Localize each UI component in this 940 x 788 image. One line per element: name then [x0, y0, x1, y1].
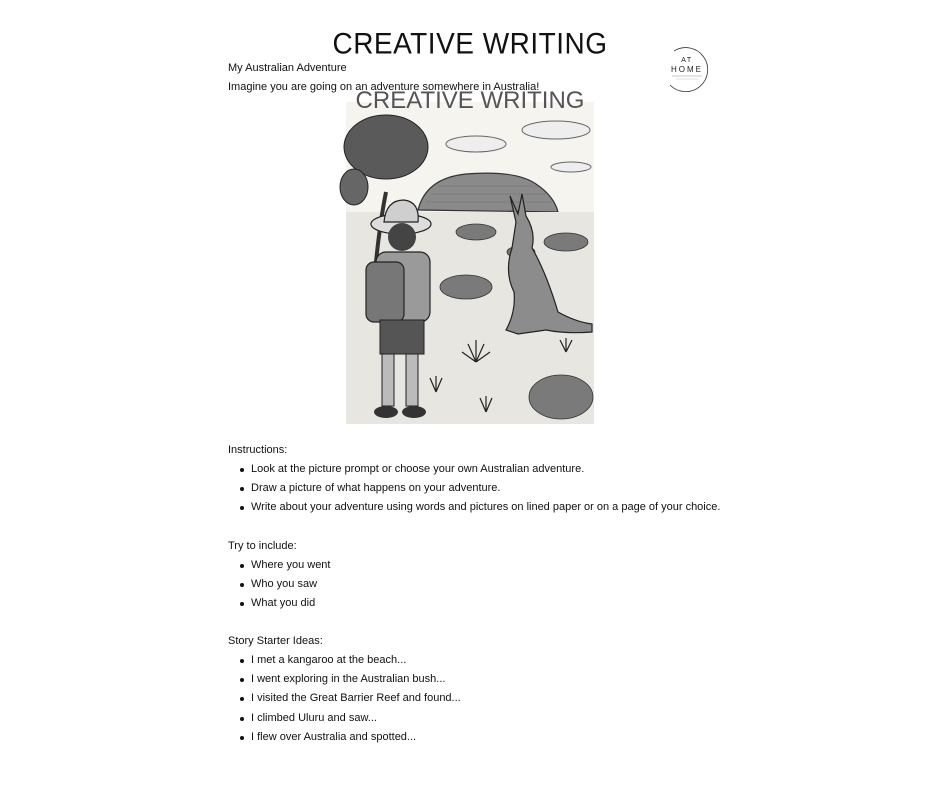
- page-title: CREATIVE WRITING: [332, 27, 608, 60]
- try-to-include-list: [228, 559, 330, 617]
- logo-text-home: HOME: [671, 65, 703, 74]
- try-to-include-heading: Try to include:: [228, 540, 297, 552]
- logo-text-at: AT: [681, 57, 693, 64]
- worksheet-intro: Imagine you are going on an adventure somewhere in Australia!: [228, 81, 540, 93]
- list-item: Look at the picture prompt or choose your own Australian adventure.: [251, 463, 720, 482]
- story-starters-list: [228, 654, 461, 750]
- instructions-section: [228, 444, 720, 521]
- illustration-header-fragment: CREATIVE WRITING: [355, 87, 585, 114]
- outback-kangaroo-illustration: [346, 87, 594, 424]
- list-item: Draw a picture of what happens on your adventure.: [251, 482, 720, 501]
- list-item: I climbed Uluru and saw...: [251, 712, 461, 731]
- try-to-include-section: [228, 540, 330, 617]
- list-item: I visited the Great Barrier Reef and found...: [251, 692, 461, 711]
- at-home-logo: [662, 45, 712, 95]
- list-item: Who you saw: [251, 578, 330, 597]
- list-item: I met a kangaroo at the beach...: [251, 654, 461, 673]
- list-item: What you did: [251, 597, 330, 616]
- instructions-list: [228, 463, 720, 521]
- story-starters-section: [228, 635, 461, 750]
- instructions-heading: Instructions:: [228, 444, 288, 456]
- story-starters-heading: Story Starter Ideas:: [228, 635, 323, 647]
- list-item: Where you went: [251, 559, 330, 578]
- worksheet-subtitle: My Australian Adventure: [228, 62, 347, 74]
- list-item: I went exploring in the Australian bush...: [251, 673, 461, 692]
- list-item: I flew over Australia and spotted...: [251, 731, 461, 750]
- list-item: Write about your adventure using words and pictures on lined paper or on a page of your choice.: [251, 501, 720, 520]
